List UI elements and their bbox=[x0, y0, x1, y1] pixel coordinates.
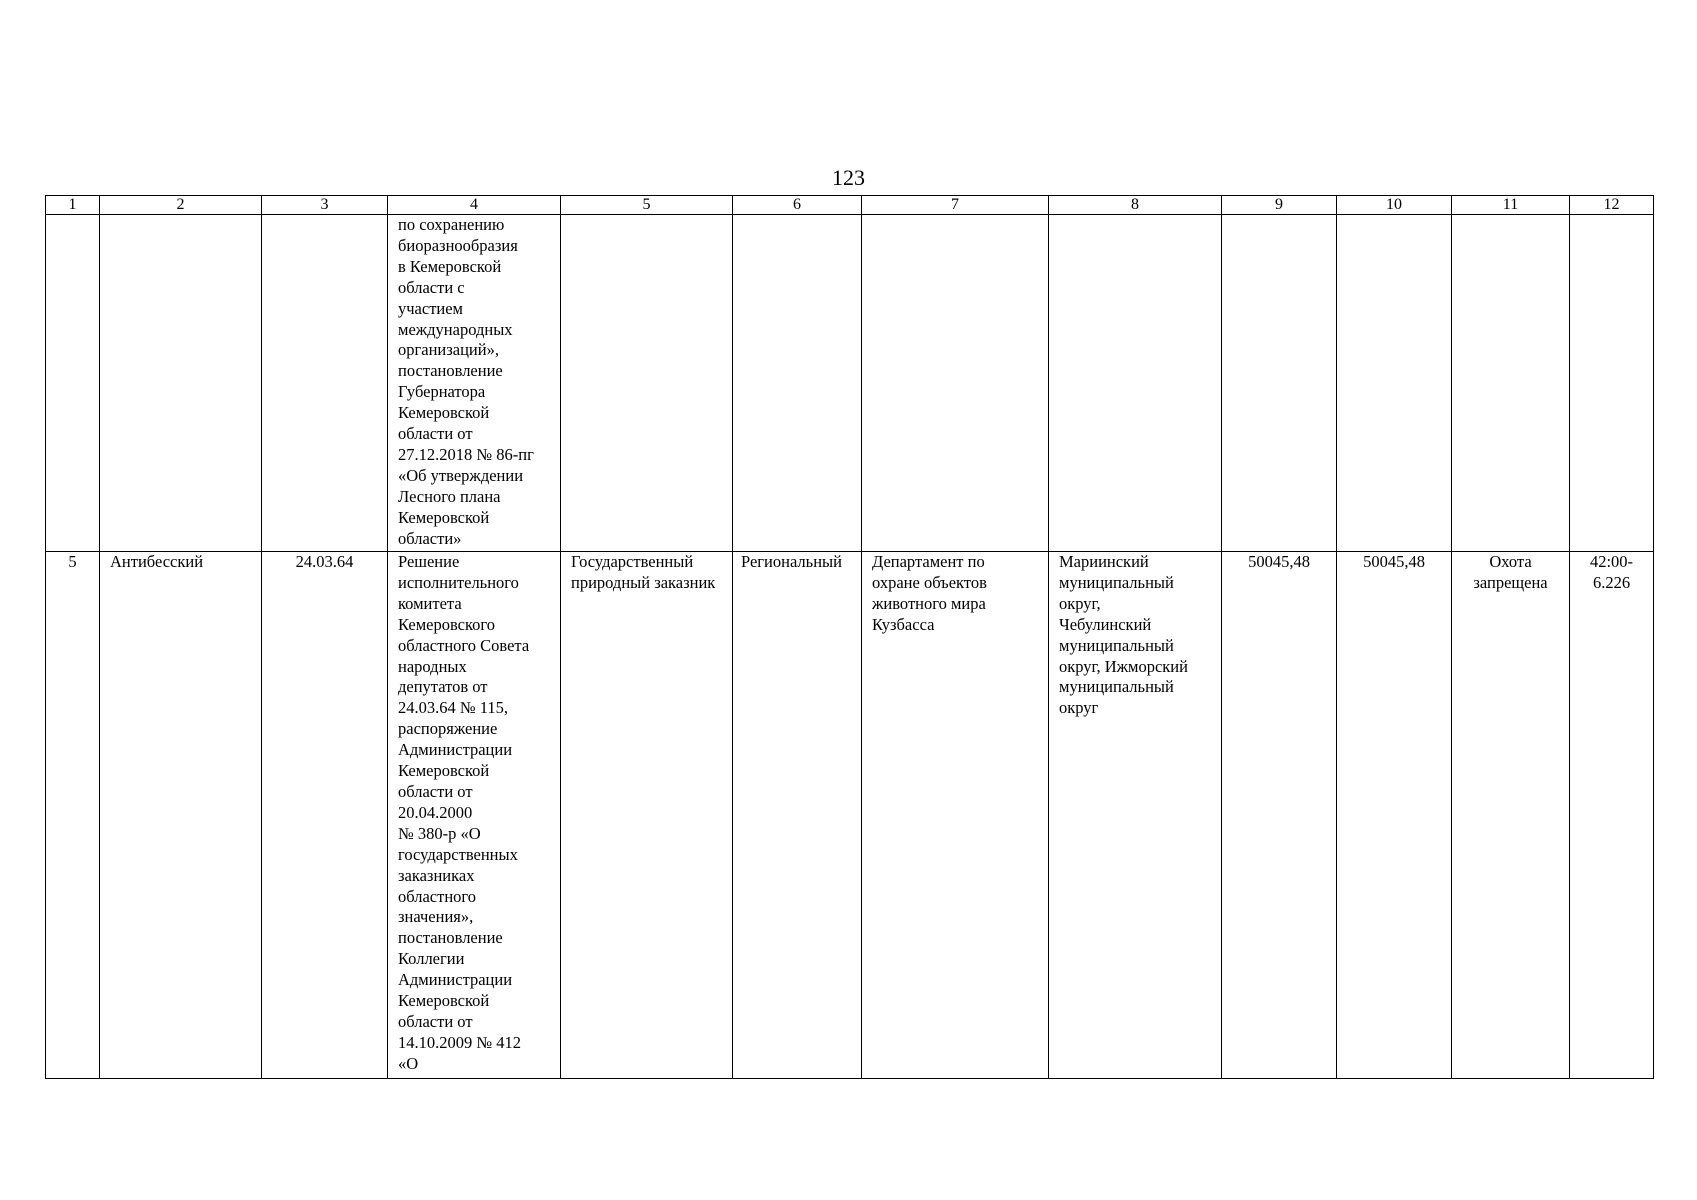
cell-significance bbox=[733, 215, 862, 552]
column-header: 11 bbox=[1452, 196, 1570, 215]
protected-areas-table bbox=[45, 195, 1654, 1079]
cell-date bbox=[262, 215, 388, 552]
page-number: 123 bbox=[832, 165, 865, 190]
column-header: 1 bbox=[46, 196, 100, 215]
cell-location bbox=[1049, 215, 1222, 552]
cell-number bbox=[46, 215, 100, 552]
cell-registry-number bbox=[1570, 215, 1654, 552]
column-header: 12 bbox=[1570, 196, 1654, 215]
cell-name: Антибесский bbox=[100, 552, 262, 1079]
cell-authority bbox=[862, 215, 1049, 552]
cell-significance: Региональный bbox=[733, 552, 862, 1079]
column-number-row bbox=[46, 196, 1654, 215]
table-row bbox=[46, 552, 1654, 1079]
column-header: 8 bbox=[1049, 196, 1222, 215]
column-header: 10 bbox=[1337, 196, 1452, 215]
cell-location: Мариинский муниципальный округ, Чебулинский муниципальный округ, Ижморский муниципальный округ bbox=[1049, 552, 1222, 1079]
column-header: 4 bbox=[388, 196, 561, 215]
column-header: 7 bbox=[862, 196, 1049, 215]
cell-area-2 bbox=[1337, 215, 1452, 552]
cell-category: Государственный природный заказник bbox=[561, 552, 733, 1079]
cell-regime bbox=[1452, 215, 1570, 552]
cell-date: 24.03.64 bbox=[262, 552, 388, 1079]
column-header: 6 bbox=[733, 196, 862, 215]
column-header: 3 bbox=[262, 196, 388, 215]
cell-authority: Департамент по охране объектов животного мира Кузбасса bbox=[862, 552, 1049, 1079]
cell-area: 50045,48 bbox=[1222, 552, 1337, 1079]
column-header: 9 bbox=[1222, 196, 1337, 215]
cell-name bbox=[100, 215, 262, 552]
cell-legal-basis: по сохранению биоразнообразия в Кемеровской области с участием международных организаций», постановление Губернатора Кемеровской области от 27.12.2018 № 86-пг «Об утверждении Лесного плана Кемеровской области» bbox=[388, 215, 561, 552]
cell-registry-number: 42:00- 6.226 bbox=[1570, 552, 1654, 1079]
table-row-continuation bbox=[46, 215, 1654, 552]
cell-legal-basis: Решение исполнительного комитета Кемеровского областного Совета народных депутатов от 24.03.64 № 115, распоряжение Администрации Кемеровской области от 20.04.2000 № 380-р «О государственных заказниках областного значения», постановление Коллегии Администрации Кемеровской области от 14.10.2009 № 412 «О bbox=[388, 552, 561, 1079]
cell-regime: Охота запрещена bbox=[1452, 552, 1570, 1079]
cell-area bbox=[1222, 215, 1337, 552]
cell-number: 5 bbox=[46, 552, 100, 1079]
cell-category bbox=[561, 215, 733, 552]
column-header: 5 bbox=[561, 196, 733, 215]
cell-area-2: 50045,48 bbox=[1337, 552, 1452, 1079]
column-header: 2 bbox=[100, 196, 262, 215]
